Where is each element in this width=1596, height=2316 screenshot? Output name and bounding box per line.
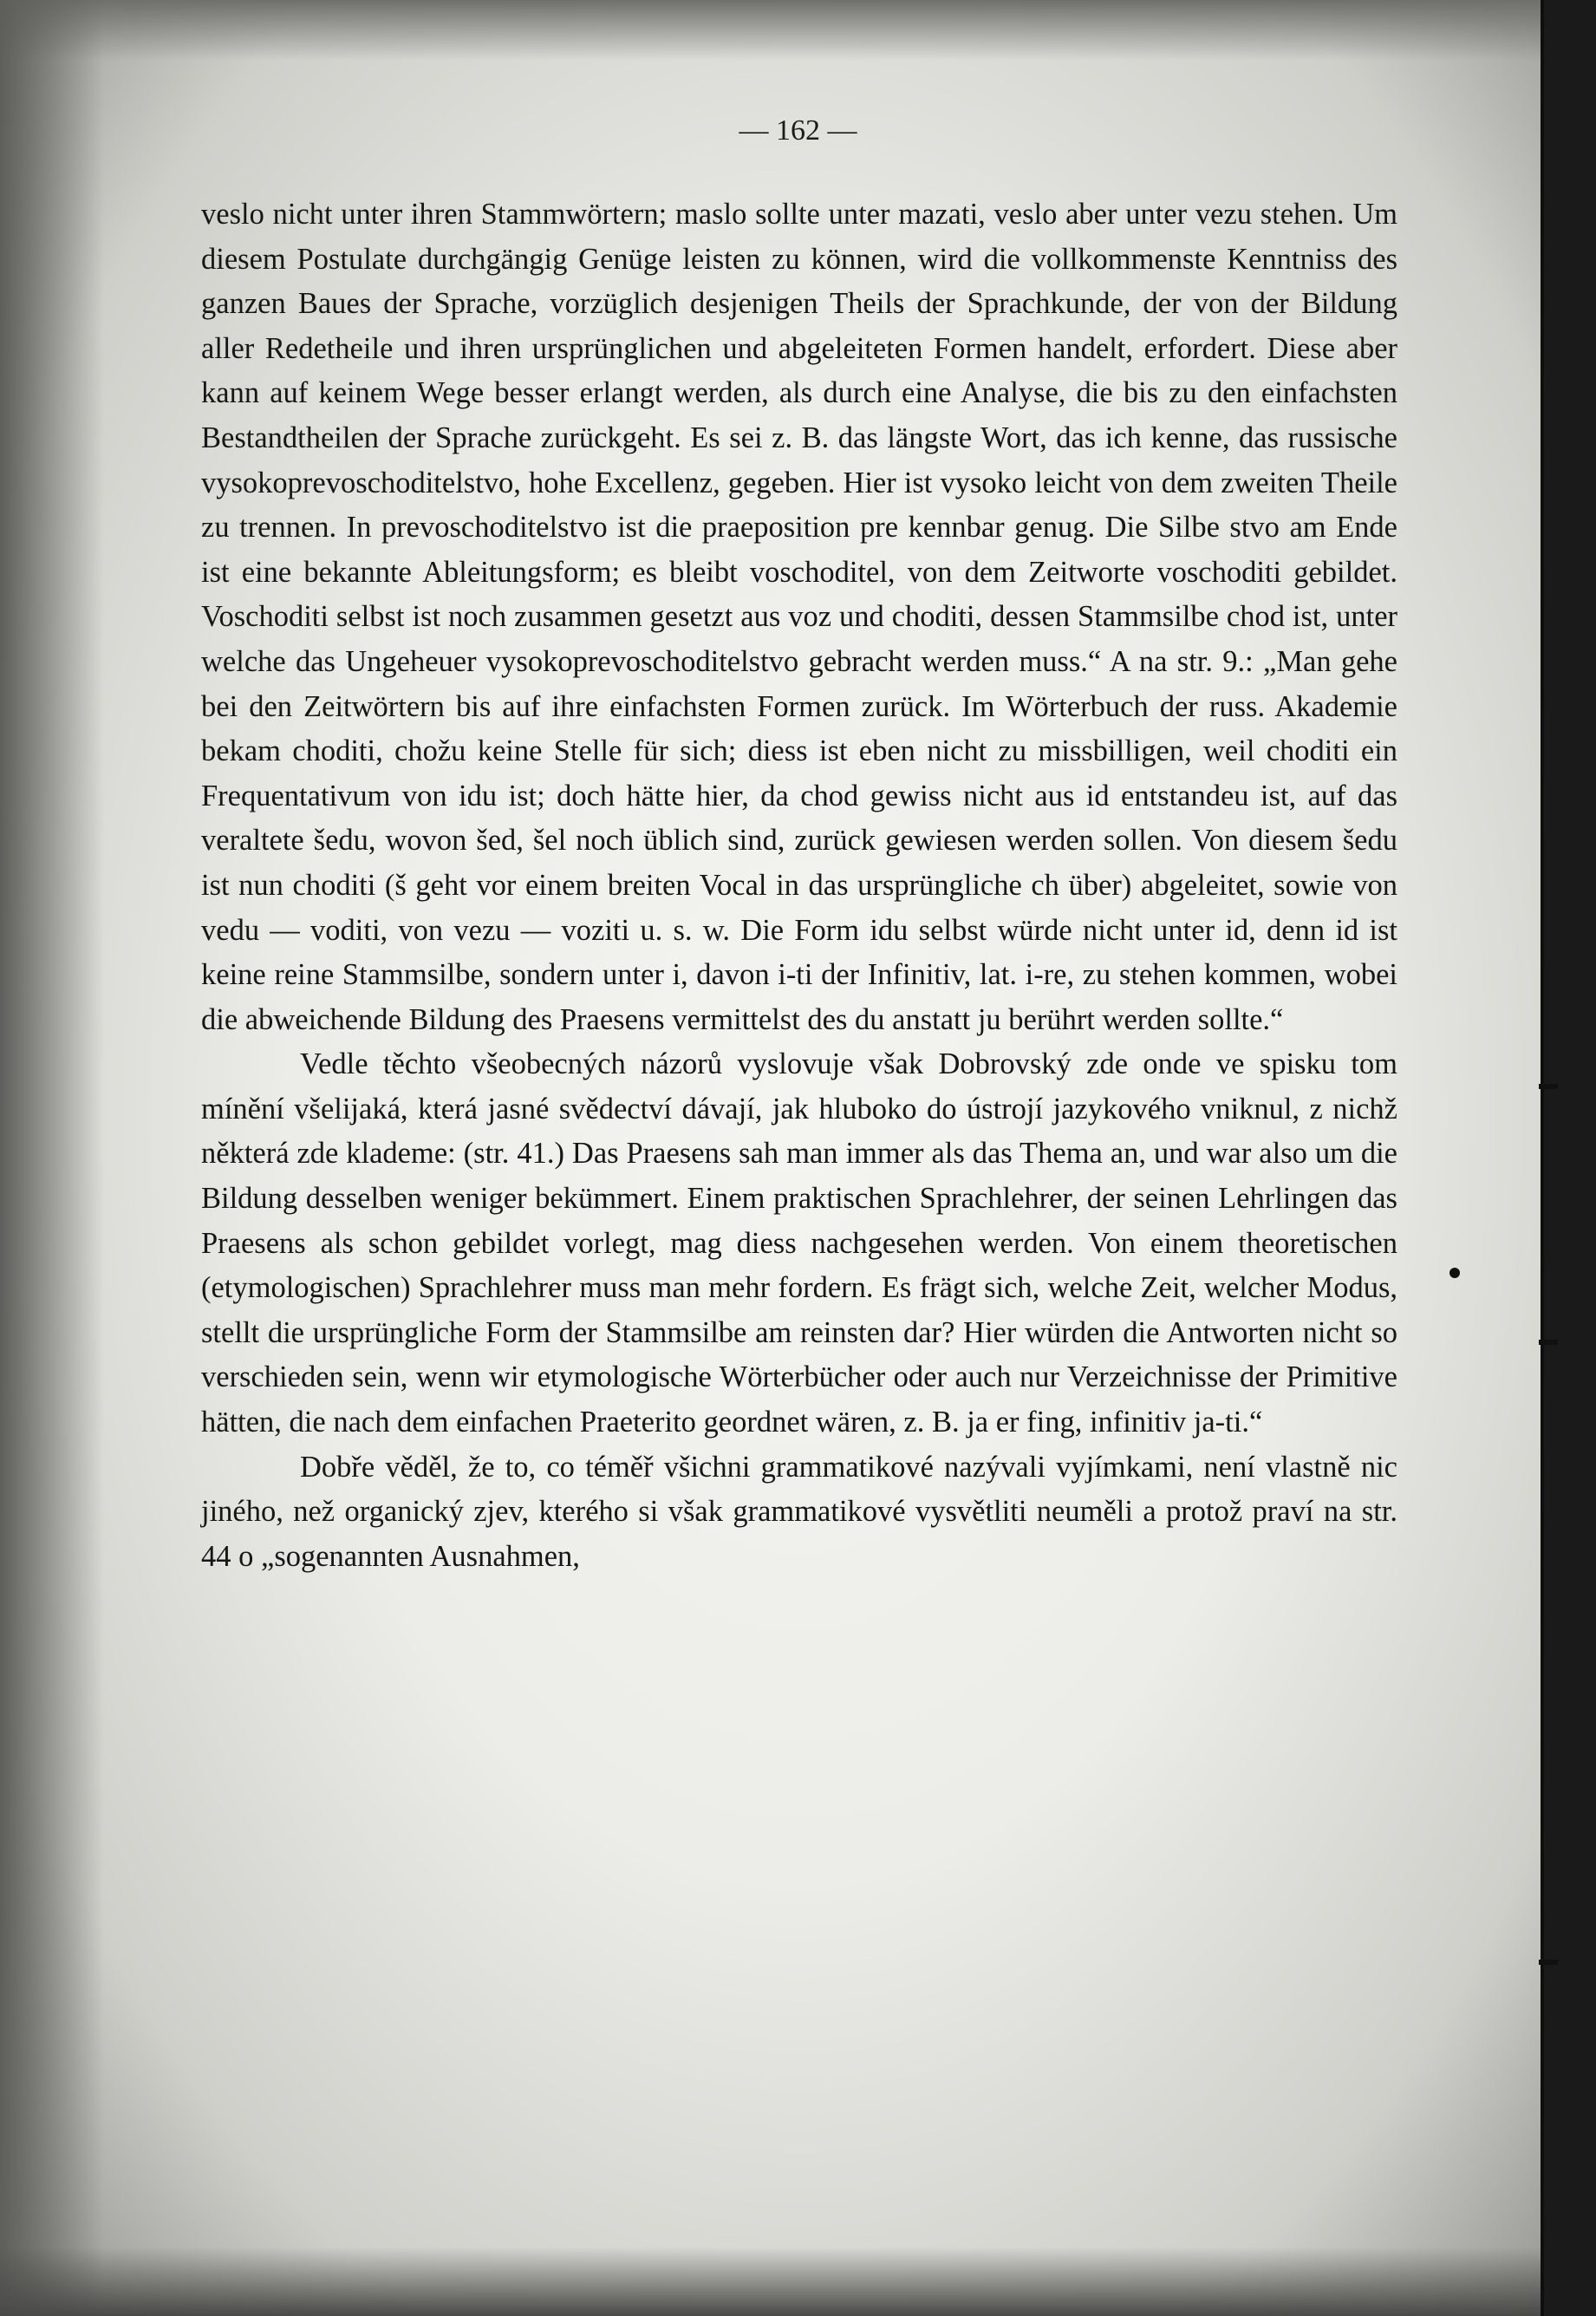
ink-speck	[1449, 1268, 1460, 1278]
edge-mark	[1539, 1340, 1558, 1345]
paragraph: Dobře věděl, že to, co téměř všichni grammatikové nazývali vyjímkami, není vlastně nic jiného, než organický zjev, kterého si však grammatikové vysvětliti neuměli a protož praví na str. 44 o „sogenannten Ausnahmen,	[201, 1450, 1397, 1573]
paragraph: Vedle těchto všeobecných názorů vyslovuje však Dobrovský zde onde ve spisku tom mínění všelijaká, která jasné svědectví dávají, jak hluboko do ústrojí jazykového vniknul, z nichž některá zde klademe: (str. 41.) Das Praesens sah man immer als das Thema an, und war also um die Bildung desselben weniger bekümmert. Einem praktischen Sprachlehrer, der seinen Lehrlingen das Praesens als schon gebildet vorlegt, mag diess nachgesehen werden. Von einem theoretischen (etymologischen) Sprachlehrer muss man mehr fordern. Es frägt sich, welche Zeit, welcher Modus, stellt die ursprüngliche Form der Stammsilbe am reinsten dar? Hier würden die Antworten nicht so verschieden sein, wenn wir etymologische Wörterbücher oder auch nur Verzeichnisse der Primitive hätten, die nach dem einfachen Praeterito geordnet wären, z. B. ja er fing, infinitiv ja-ti.“	[201, 1047, 1397, 1439]
binding-edge	[1544, 0, 1596, 2316]
edge-mark	[1539, 1960, 1558, 1965]
paragraph: veslo nicht unter ihren Stammwörtern; maslo sollte unter mazati, veslo aber unter vezu stehen. Um diesem Postulate durchgängig Genüge leisten zu können, wird die vollkommenste Kenntniss des ganzen Baues der Sprache, vorzüglich desjenigen Theils der Sprachkunde, der von der Bildung aller Redetheile und ihren ursprünglichen und abgeleiteten Formen handelt, erfordert. Diese aber kann auf keinem Wege besser erlangt werden, als durch eine Analyse, die bis zu den einfachsten Bestandtheilen der Sprache zurückgeht. Es sei z. B. das längste Wort, das ich kenne, das russische vysokoprevoschoditelstvo, hohe Excellenz, gegeben. Hier ist vysoko leicht von dem zweiten Theile zu trennen. In prevoschoditelstvo ist die praeposition pre kennbar genug. Die Silbe stvo am Ende ist eine bekannte Ableitungsform; es bleibt voschoditel, von dem Zeitworte voschoditi gebildet. Voschoditi selbst ist noch zusammen gesetzt aus voz und choditi, dessen Stammsilbe chod ist, unter welche das Ungeheuer vysokoprevoschoditelstvo gebracht werden muss.“ A na str. 9.: „Man gehe bei den Zeitwörtern bis auf ihre einfachsten Formen zurück. Im Wörterbuch der russ. Akademie bekam choditi, chožu keine Stelle für sich; diess ist eben nicht zu missbilligen, weil choditi ein Frequentativum von idu ist; doch hätte hier, da chod gewiss nicht aus id entstandeu ist, auf das veraltete šedu, wovon šed, šel noch üblich sind, zurück gewiesen werden sollen. Von diesem šedu ist nun choditi (š geht vor einem breiten Vocal in das ursprüngliche ch über) abgeleitet, sowie von vedu — voditi, von vezu — voziti u. s. w. Die Form idu selbst würde nicht unter id, denn id ist keine reine Stammsilbe, sondern unter i, davon i-ti der Infinitiv, lat. i-re, zu stehen kommen, wobei die abweichende Bildung des Praesens vermittelst des du anstatt ju berührt werden sollte.“	[201, 198, 1397, 1036]
scan-shadow-left	[0, 0, 104, 2316]
scan-shadow-bottom	[0, 2247, 1596, 2316]
edge-mark	[1539, 1084, 1558, 1089]
page-number: — 162 —	[739, 114, 857, 147]
body-text	[201, 192, 1397, 1579]
scan-shadow-top	[0, 0, 1596, 61]
